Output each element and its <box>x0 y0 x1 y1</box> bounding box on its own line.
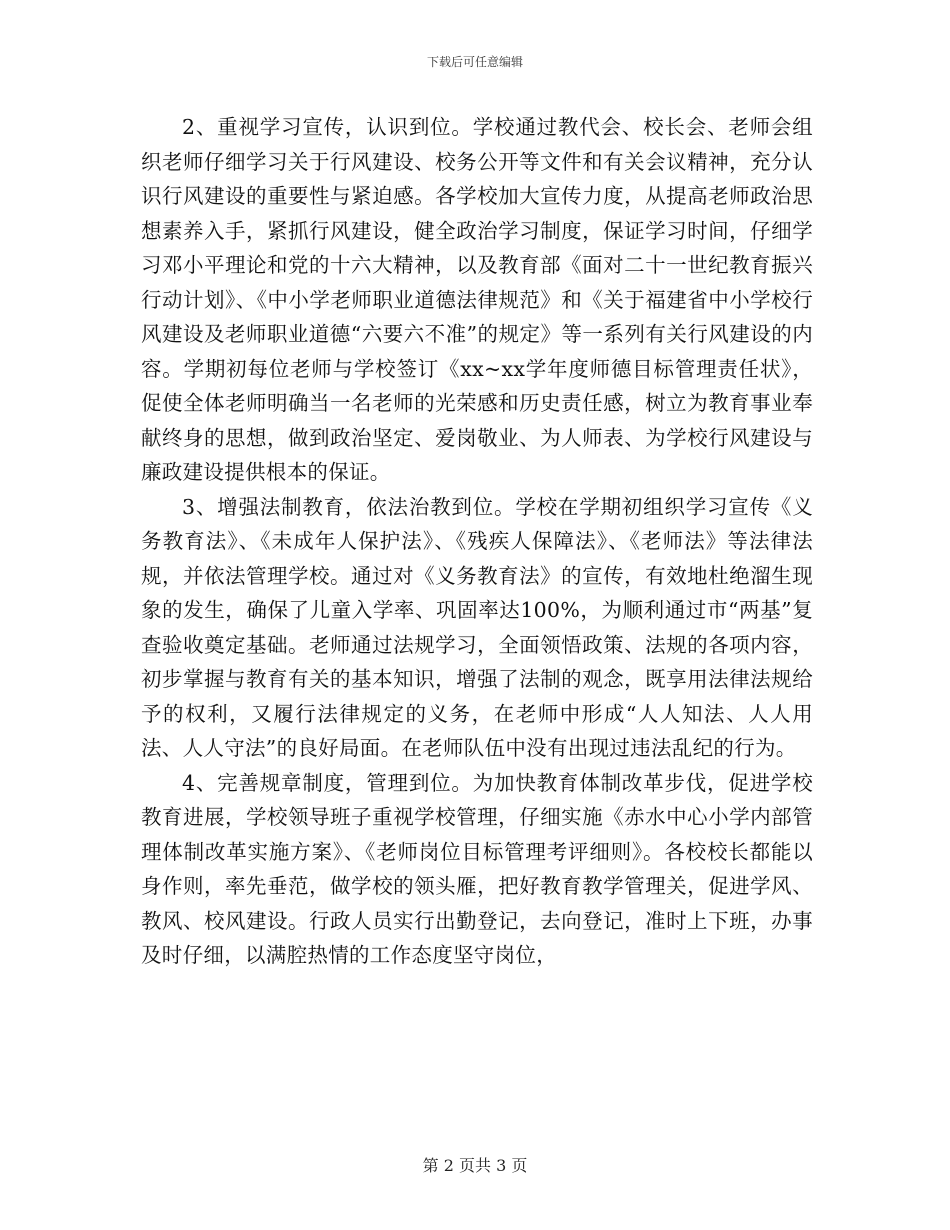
document-body <box>141 110 813 973</box>
page-footer: 第 2 页共 3 页 <box>422 1156 528 1175</box>
page-header: 下载后可任意编辑 <box>426 55 523 69</box>
paragraph-2: 2、重视学习宣传，认识到位。学校通过教代会、校长会、老师会组织老师仔细学习关于行风建设、校务公开等文件和有关会议精神，充分认识行风建设的重要性与紧迫感。各学校加大宣传力度，从提高老师政治思想素养入手，紧抓行风建设，健全政治学习制度，保证学习时间，仔细学习邓小平理论和党的十六大精神，以及教育部《面对二十一世纪教育振兴行动计划》、《中小学老师职业道德法律规范》和《关于福建省中小学校行风建设及老师职业道德“六要六不准”的规定》等一系列有关行风建设的内容。学期初每位老师与学校签订《xx~xx学年度师德目标管理责任状》，促使全体老师明确当一名老师的光荣感和历史责任感，树立为教育事业奉献终身的思想，做到政治坚定、爱岗敬业、为人师表、为学校行风建设与廉政建设提供根本的保证。 <box>141 115 813 484</box>
paragraph-3: 3、增强法制教育，依法治教到位。学校在学期初组织学习宣传《义务教育法》、《未成年人保护法》、《残疾人保障法》、《老师法》等法律法规，并依法管理学校。通过对《义务教育法》的宣传，有效地杜绝溜生现象的发生，确保了儿童入学率、巩固率达100%，为顺利通过市“两基”复查验收奠定基础。老师通过法规学习，全面领悟政策、法规的各项内容，初步掌握与教育有关的基本知识，增强了法制的观念，既享用法律法规给予的权利，又履行法律规定的义务，在老师中形成“人人知法、人人用法、人人守法”的良好局面。在老师队伍中没有出现过违法乱纪的行为。 <box>141 494 813 760</box>
paragraph-4: 4、完善规章制度，管理到位。为加快教育体制改革步伐，促进学校教育进展，学校领导班子重视学校管理，仔细实施《赤水中心小学内部管理体制改革实施方案》、《老师岗位目标管理考评细则》。各校校长都能以身作则，率先垂范，做学校的领头雁，把好教育教学管理关，促进学风、教风、校风建设。行政人员实行出勤登记，去向登记，准时上下班，办事及时仔细，以满腔热情的工作态度坚守岗位， <box>141 770 813 967</box>
